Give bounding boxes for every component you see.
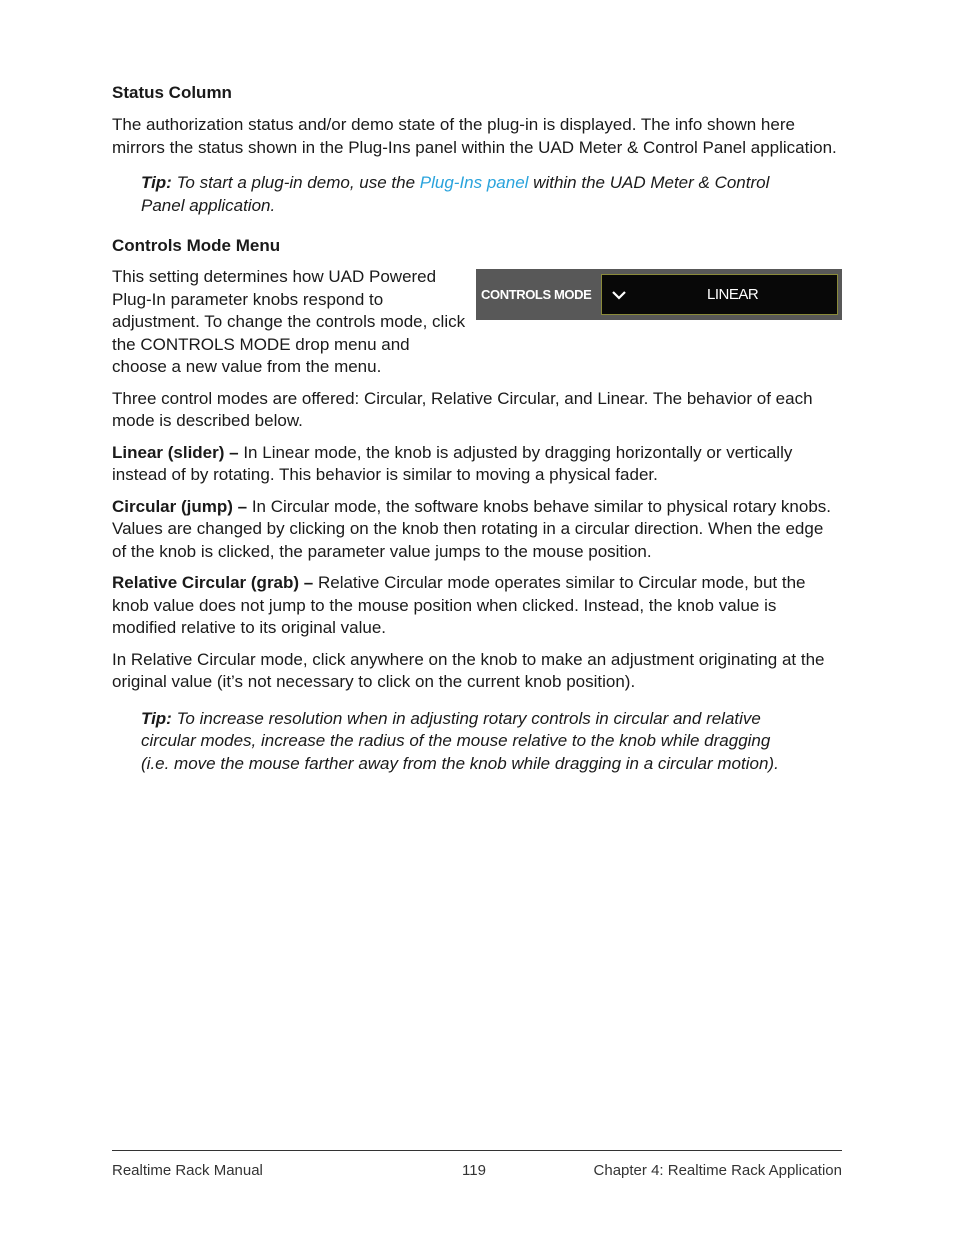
page-content — [112, 80, 842, 775]
linear-mode-desc: In Linear mode, the knob is adjusted by dragging horizontally or vertically instead of by rotating. This behavior is similar to moving a physical fader. — [112, 442, 793, 484]
controls-mode-label: CONTROLS MODE — [481, 287, 592, 302]
controls-mode-heading: Controls Mode Menu — [112, 236, 281, 255]
controls-tip — [141, 708, 791, 776]
footer-chapter: Chapter 4: Realtime Rack Application — [593, 1162, 842, 1179]
status-column-body: The authorization status and/or demo state of the plug-in is displayed. The info shown here mirrors the status shown in the Plug-Ins panel within the UAD Meter & Control Panel application. — [112, 115, 837, 157]
footer-page-number: 119 — [462, 1162, 486, 1179]
chevron-down-icon[interactable] — [602, 289, 636, 301]
relative-mode-paragraph — [112, 572, 842, 640]
relative-mode-term: Relative Circular (grab) – — [112, 573, 314, 592]
controls-tip-text: To increase resolution when in adjusting rotary controls in circular and relative circular modes, increase the radius of the mouse relative to the knob while dragging (i.e. move the mouse farther away from the knob while dragging in a circular motion). — [141, 708, 779, 773]
controls-mode-intro: This setting determines how UAD Powered Plug-In parameter knobs respond to adjustment. To change the controls mode, click the CONTROLS MODE drop menu and choose a new value from the menu. — [112, 267, 466, 376]
page-footer — [112, 1150, 842, 1181]
controls-mode-widget — [476, 269, 842, 320]
relative-mode-extra: In Relative Circular mode, click anywhere on the knob to make an adjustment originating at the original value (it’s not necessary to click on the current knob position). — [112, 649, 825, 691]
status-column-heading: Status Column — [112, 83, 232, 102]
status-tip — [141, 172, 801, 217]
linear-mode-term: Linear (slider) – — [112, 442, 239, 462]
controls-mode-value: LINEAR — [707, 286, 759, 303]
modes-intro: Three control modes are offered: Circular, Relative Circular, and Linear. The behavior of each mode is described below. — [112, 388, 813, 430]
controls-mode-intro-row — [112, 266, 842, 379]
tip-text-pre: To start a plug-in demo, use the — [171, 173, 420, 192]
controls-tip-label: Tip: — [141, 708, 172, 728]
plug-ins-panel-link[interactable]: Plug-Ins panel — [419, 173, 529, 192]
tip-text-post: within the UAD Meter & Control Panel application. — [141, 173, 770, 215]
tip-label: Tip: — [141, 173, 172, 192]
circular-mode-term: Circular (jump) – — [112, 496, 248, 516]
controls-mode-dropdown[interactable] — [601, 274, 838, 315]
circular-mode-desc: In Circular mode, the software knobs behave similar to physical rotary knobs. Values are changed by clicking on the knob then rotating in a circular direction. When the edge of the knob is clicked, the parameter value jumps to the mouse position. — [112, 496, 832, 561]
linear-mode-paragraph — [112, 442, 842, 487]
relative-mode-desc: Relative Circular mode operates similar to Circular mode, but the knob value does not jump to the mouse position when clicked. Instead, the knob value is modified relative to its original value. — [112, 573, 806, 637]
footer-manual-title: Realtime Rack Manual — [112, 1162, 263, 1179]
circular-mode-paragraph — [112, 496, 842, 564]
